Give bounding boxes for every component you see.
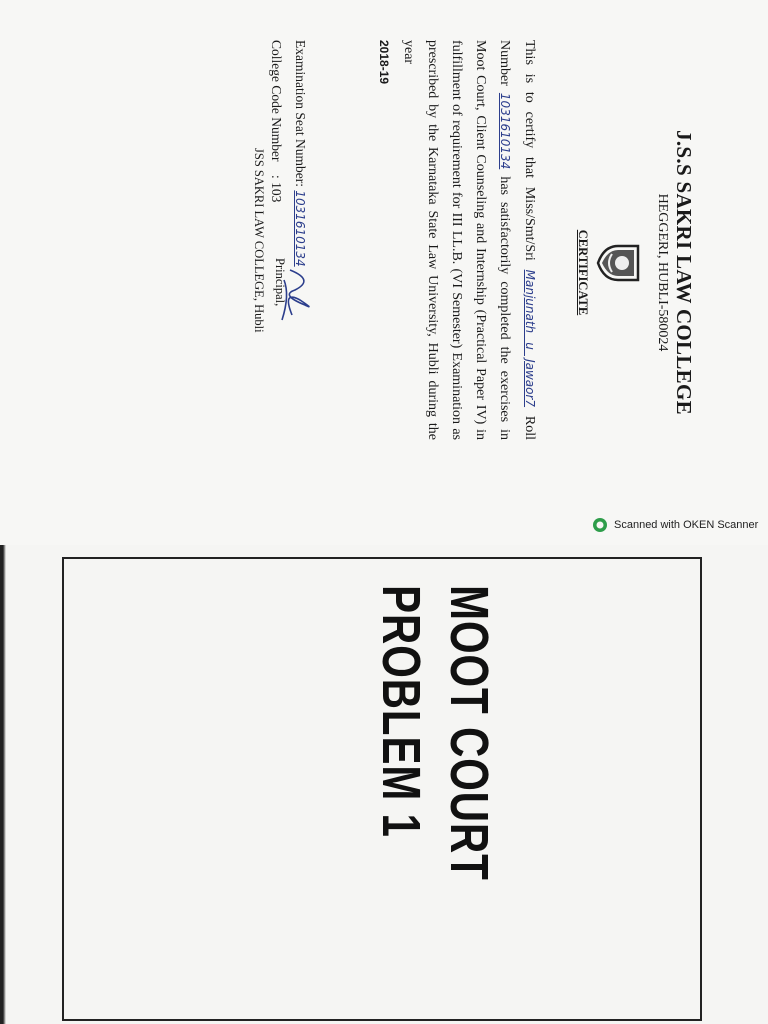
certificate-heading: CERTIFICATE <box>576 229 590 316</box>
certificate-content <box>180 0 740 545</box>
body-text-1: This is to certify that Miss/Smt/Sri <box>522 40 537 261</box>
principal-label: Principal, <box>273 258 287 307</box>
title-content <box>0 545 700 1024</box>
body-text-3: has satisfactorily completed the exercises in Moot Court, Client Counseling and Internship (Practical Paper IV) in fulfillment of requirement for III LL.B. (VI Semester) Examination as prescribed by the Karnataka State Law University, Hubli during the year <box>401 40 512 441</box>
title-page <box>0 545 768 1024</box>
seat-number-row <box>292 40 308 267</box>
college-code-label: College Code Number <box>269 40 284 162</box>
scanner-watermark <box>592 517 758 533</box>
title-line-1: MOOT COURT <box>439 585 499 881</box>
college-code-row <box>268 40 284 202</box>
college-code-value: : 103 <box>269 174 284 203</box>
college-signature-line: JSS SAKRI LAW COLLEGE, Hubli <box>252 148 266 333</box>
seat-number-handwritten: 1031610134 <box>293 190 307 267</box>
college-address: HEGGERI, HUBLI-580024 <box>655 193 670 352</box>
oken-logo-icon <box>592 517 608 533</box>
academic-year: 2018-19 <box>377 40 391 85</box>
title-line-2: PROBLEM 1 <box>371 585 431 838</box>
college-emblem-icon <box>596 238 642 288</box>
roll-number-handwritten: 1031610134 <box>498 92 512 170</box>
scanner-text: Scanned with OKEN Scanner <box>614 519 759 531</box>
college-name: J.S.S SAKRI LAW COLLEGE <box>672 130 696 415</box>
scan-edge-shadow <box>0 545 14 1024</box>
student-name-handwritten: Manjunath u Jawaor7 <box>523 269 537 408</box>
certificate-body <box>371 40 542 440</box>
seat-number-label: Examination Seat Number: <box>293 40 308 187</box>
body-text-2: Roll Number <box>497 40 537 441</box>
